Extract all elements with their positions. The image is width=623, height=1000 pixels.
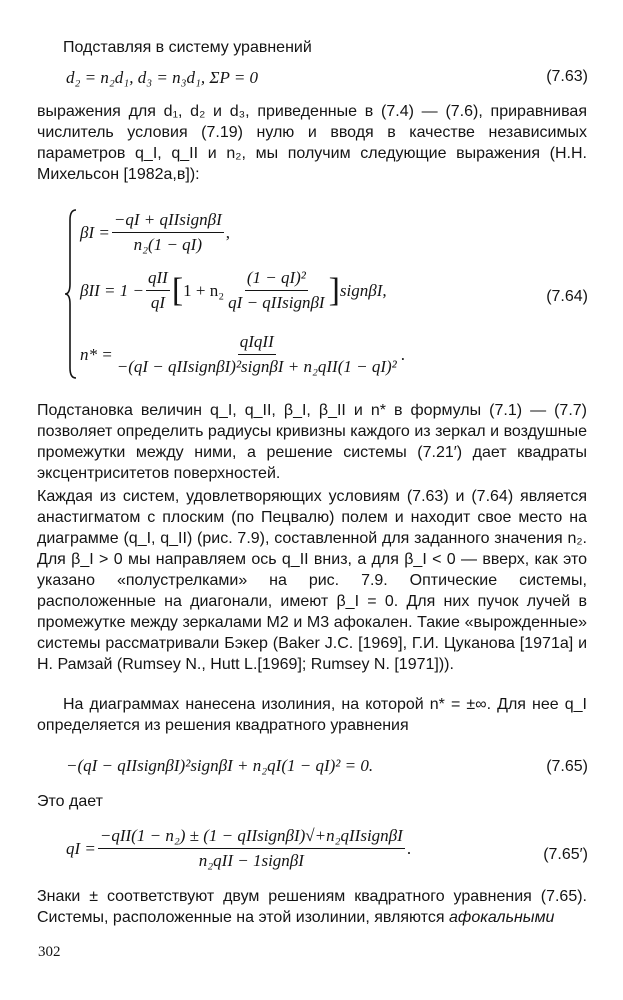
beta-2-tail: signβI, (339, 280, 387, 300)
equation-7-63-body: d₂ = n₂d₁, d₃ = n₃d₁, ΣP = 0 (66, 68, 259, 87)
eq-7-65-prime-lhs: qI = (66, 838, 96, 858)
n-star-denominator: −(qI − qIIsignβI)²signβI + n₂qII(1 − qI)² (116, 357, 397, 376)
equation-7-63 (66, 68, 258, 88)
equation-n-star: n* = $\frac{\text{qIqII}}{\text{−(qI − qIIsignβI)²signβI + n₂qII(1 − qI)²}}$ . (80, 332, 406, 376)
paragraph-5-text: Знаки ± соответствуют двум решениям квадратного уравнения (7.65). Системы, расположенные на этой изолинии, являются (37, 888, 587, 926)
beta-2-ratio-numerator: qII (146, 268, 170, 291)
equation-beta-2: βII = 1 − $\frac{\text{qII}}{qI}$ [ 1 + n₂ $\frac{\text{(1 − qI)²}}{\text{qI − qIIsignβI}}$ ] signβI, (80, 268, 387, 312)
beta-2-lhs: βII = 1 − (80, 280, 144, 300)
beta-1-denominator: n₂(1 − qI) (133, 235, 202, 254)
equation-number-7-63: (7.63) (546, 68, 588, 85)
eq-7-65-prime-denominator: n₂qII − 1signβI (198, 851, 304, 870)
intro-line: Подставляя в систему уравнений (63, 39, 312, 56)
equation-7-65-prime: qI = $\frac{\text{−qII(1 − n₂) ± (1 − qIIsignβI)√+n₂qIIsignβI}}{\text{n₂qII − 1signβI}}$ . (66, 826, 412, 870)
paragraph-5-emphasis: афокальными (448, 909, 555, 926)
equation-beta-1: βI = $\frac{\text{−qI + qIIsignβI}}{\text{n₂(1 − qI)}}$ , (80, 210, 231, 254)
equation-number-7-65-prime: (7.65′) (543, 846, 588, 863)
n-star-numerator: qIqII (238, 332, 276, 355)
paragraph-3: Каждая из систем, удовлетворяющих условиям (7.63) и (7.64) является анастигматом с плоским (по Пецвалю) полем и находит свое место на диаграмме (q_I, q_II) (рис. 7.9), составленной для заданного значения n₂. Для β_I > 0 мы направляем ось q_II вниз, а для β_I < 0 — вверх, как это указано «полустрелками» на рис. 7.9. Оптические системы, расположенные на диагонали, имеют β_I = 0. Для них пучок лучей в промежутке между зеркалами M2 и M3 афокален. Такие «вырожденные» системы рассматривали Бэкер (Baker J.C. [1969], Г.И. Цуканова [1971а] и Н. Рамзай (Rumsey N., Hutt L.[1969]; Rumsey N. [1971])). (37, 488, 587, 673)
beta-1-lhs: βI = (80, 222, 110, 242)
paragraph-5 (37, 886, 587, 928)
beta-2-ratio (146, 268, 170, 313)
equation-number-7-65: (7.65) (546, 758, 588, 775)
n-star-lhs: n* = (80, 344, 113, 364)
beta-2-ratio-denominator: qI (150, 293, 165, 312)
page-number: 302 (38, 944, 61, 960)
eq-7-65-prime-numerator: −qII(1 − n₂) ± (1 − qIIsignβI)√+n₂qIIsignβI (98, 826, 405, 849)
paragraph-2: Подстановка величин q_I, q_II, β_I, β_II и n* в формулы (7.1) — (7.7) позволяет определить радиусы кривизны каждого из зеркал и воздушные промежутки между ними, а решение системы (7.21′) дает квадраты эксцентриситетов поверхностей. (37, 402, 587, 482)
eq-7-65-prime-fraction (98, 826, 405, 871)
beta-1-fraction (112, 210, 224, 255)
beta-2-inner-numerator: (1 − qI)² (245, 268, 308, 291)
beta-1-numerator: −qI + qIIsignβI (112, 210, 224, 233)
beta-2-inner-denominator: qI − qIIsignβI (228, 293, 325, 312)
left-brace (64, 208, 78, 380)
n-star-fraction (115, 332, 399, 377)
this-gives-label: Это дает (37, 793, 103, 810)
equation-7-65: −(qI − qIIsignβI)²signβI + n₂qI(1 − qI)² = 0. (66, 756, 374, 775)
beta-2-inner-fraction (226, 268, 326, 313)
paragraph-1: выражения для d₁, d₂ и d₃, приведенные в (7.4) — (7.6), приравнивая числитель условия (7.19) нулю и вводя в качестве независимых параметров q_I, q_II и n₂, мы получим следующие выражения (Н.Н. Михельсон [1982а,в]): (37, 103, 587, 183)
paragraph-4: На диаграммах нанесена изолиния, на которой n* = ±∞. Для нее q_I определяется из решения квадратного уравнения (37, 696, 587, 734)
equation-number-7-64: (7.64) (546, 288, 588, 305)
